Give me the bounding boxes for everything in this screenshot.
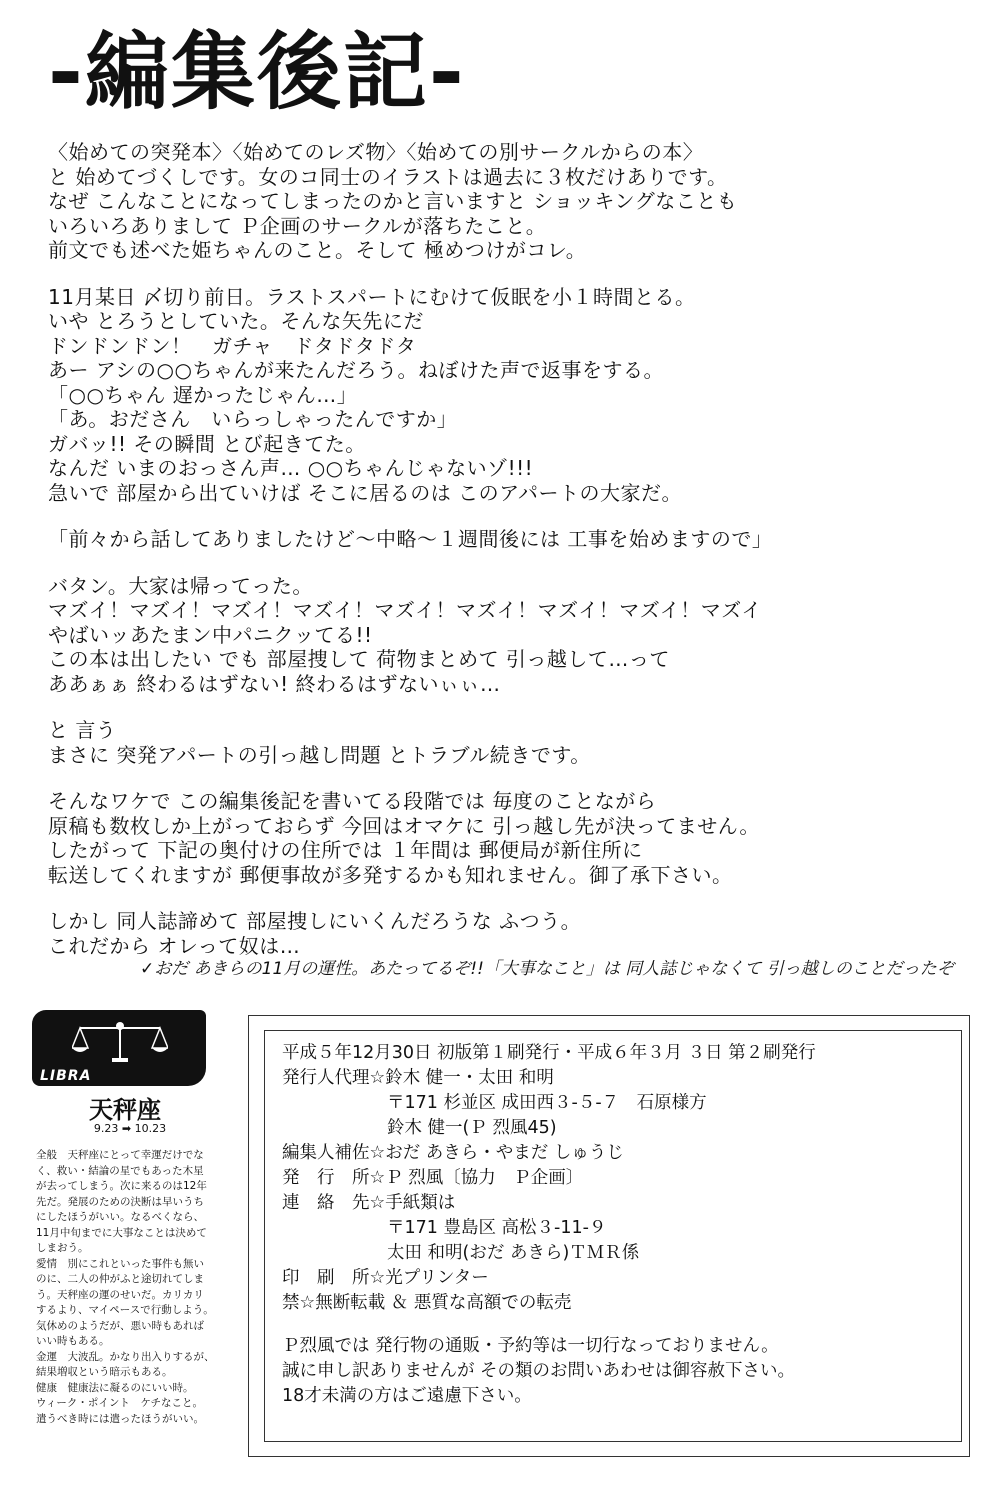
page-title: -編集後記- <box>48 23 466 121</box>
body-line: いろいろありまして Ｐ企画のサークルが落ちたこと。 <box>48 213 547 238</box>
body-line: したがって 下記の奥付けの住所では １年間は 郵便局が新住所に <box>48 838 643 862</box>
handwritten-note: ✓おだ あきらの11月の運性。あたってるぞ!!「大事なこと」は 同人誌じゃなくて 引っ越しのことだったぞ <box>140 959 954 979</box>
colophon-line: 発行人代理☆鈴木 健一・太田 和明 <box>282 1068 554 1088</box>
body-line: 11月某日 〆切り前日。ラストスパートにむけて仮眠を小１時間とる。 <box>48 284 696 309</box>
body-line: 急いで 部屋から出ていけば そこに居るのは このアパートの大家だ。 <box>48 480 682 505</box>
scales-icon <box>72 1018 168 1066</box>
paragraph-gap <box>48 552 958 574</box>
horoscope-line: 遣うべき時には遣ったほうがいい。 <box>36 1412 204 1425</box>
paragraph-gap <box>48 263 958 285</box>
colophon <box>282 1042 962 1410</box>
body-line: 転送してくれますが 郵便事故が多発するかも知れません。御了承下さい。 <box>48 862 733 887</box>
afterword-body <box>48 140 958 958</box>
body-line: なぜ こんなことになってしまったのかと言いますと ショッキングなことも <box>48 189 738 213</box>
colophon-line: 連 絡 先☆手紙類は <box>282 1193 456 1213</box>
horoscope-line: う。天秤座の運のせいだ。カリカリ <box>36 1288 204 1301</box>
colophon-line: 発 行 所☆Ｐ 烈風〔協力 Ｐ企画〕 <box>282 1168 584 1188</box>
body-line: やばいッあたまン中パニクッてる!! <box>48 622 373 647</box>
body-line: まさに 突発アパートの引っ越し問題 とトラブル続きです。 <box>48 742 591 767</box>
paragraph-gap <box>282 1317 962 1335</box>
horoscope-line: のに、二人の仲がふと途切れてしま <box>36 1273 204 1285</box>
horoscope-line: 先だ。発展のための決断は早いうち <box>36 1195 204 1208</box>
horoscope-line: 11月中旬までに大事なことは決めて <box>36 1226 207 1239</box>
paragraph-gap <box>48 696 958 718</box>
horoscope-line: にしたほうがいい。なるべくなら、 <box>36 1211 204 1223</box>
body-line: ああぁぁ 終わるはずない! 終わるはずないぃぃ… <box>48 671 501 696</box>
body-line: 「○○ちゃん 遅かったじゃん…」 <box>48 382 358 407</box>
body-line: 「あ。おださん いらっしゃったんですか」 <box>48 407 458 431</box>
horoscope-text <box>36 1148 216 1427</box>
horoscope-line: ウィーク・ポイント ケチなこと。 <box>36 1397 203 1409</box>
horoscope-line: 金運 大波乱。かなり出入りするが、 <box>36 1350 215 1363</box>
horoscope-line: するより、マイペースで行動しよう。 <box>36 1304 214 1316</box>
colophon-line: 平成５年12月30日 初版第１刷発行・平成６年３月 ３日 第２刷発行 <box>282 1043 816 1063</box>
paragraph-gap <box>48 887 958 909</box>
horoscope-line: いい時もある。 <box>36 1335 110 1347</box>
horoscope-line: 結果増収という暗示もある。 <box>36 1366 173 1378</box>
notice-line: Ｐ烈風では 発行物の通販・予約等は一切行なっておりません。 <box>282 1336 779 1356</box>
colophon-line: 鈴木 健一(Ｐ 烈風45) <box>282 1118 557 1138</box>
body-line: ドンドンドン！ ガチャ ドタドタドタ <box>48 333 417 358</box>
body-line: マズイ！マズイ！マズイ！マズイ！マズイ！マズイ！マズイ！マズイ！マズイ <box>48 598 762 622</box>
notice-line: 18才未満の方はご遠慮下さい。 <box>282 1386 532 1406</box>
body-line: しかし 同人誌諦めて 部屋捜しにいくんだろうな ふつう。 <box>48 909 582 933</box>
libra-badge <box>32 1010 206 1086</box>
colophon-line: 〒171 豊島区 高松３-11-９ <box>282 1218 607 1238</box>
colophon-line: 〒171 杉並区 成田西３-５-７ 石原様方 <box>282 1093 707 1113</box>
horoscope-line: 気休めのようだが、悪い時もあれば <box>36 1319 204 1332</box>
body-line: なんだ いまのおっさん声… ○○ちゃんじゃないゾ!!! <box>48 456 534 480</box>
paragraph-gap <box>48 767 958 789</box>
libra-label: LIBRA <box>40 1068 92 1084</box>
body-line: 「前々から話してありましたけど〜中略〜１週間後には 工事を始めますので」 <box>48 527 773 551</box>
colophon-line: 編集人補佐☆おだ あきら・やまだ しゅうじ <box>282 1143 624 1163</box>
notice-line: 誠に申し訳ありませんが その類のお問いあわせは御容赦下さい。 <box>282 1361 796 1381</box>
colophon-line: 印 刷 所☆光プリンター <box>282 1268 489 1288</box>
horoscope-line: 全般 天秤座にとって幸運だけでな <box>36 1149 204 1161</box>
body-line: そんなワケで この編集後記を書いてる段階では 毎度のことながら <box>48 789 657 813</box>
body-line: この本は出したい でも 部屋捜して 荷物まとめて 引っ越して…って <box>48 647 670 671</box>
colophon-line: 太田 和明(おだ あきら)ＴＭＲ係 <box>282 1243 640 1263</box>
horoscope-line: 健康 健康法に凝るのにいい時。 <box>36 1381 194 1394</box>
body-line: 原稿も数枚しか上がっておらず 今回はオマケに 引っ越し先が決ってません。 <box>48 813 760 838</box>
colophon-line: 禁☆無断転載 ＆ 悪質な高額での転売 <box>282 1293 572 1313</box>
horoscope-line: 愛情 別にこれといった事件も無い <box>36 1257 204 1270</box>
body-line: ガバッ!! その瞬間 とび起きてた。 <box>48 431 366 456</box>
body-line: いや とろうとしていた。そんな矢先にだ <box>48 309 424 333</box>
sign-dates: 9.23 ➡ 10.23 <box>93 1122 167 1135</box>
body-line: バタン。大家は帰ってった。 <box>48 573 313 598</box>
body-line: これだから オレって奴は… <box>48 933 301 958</box>
horoscope-line: く、救い・結論の星でもあった木星 <box>36 1164 204 1177</box>
body-line: と 始めてづくしです。女のコ同士のイラストは過去に３枚だけありです。 <box>48 164 728 189</box>
body-line: 〈始めての突発本〉〈始めてのレズ物〉〈始めての別サークルからの本〉 <box>48 140 704 164</box>
body-line: 前文でも述べた姫ちゃんのこと。そして 極めつけがコレ。 <box>48 238 587 262</box>
body-line: あー アシの○○ちゃんが来たんだろう。ねぼけた声で返事をする。 <box>48 358 664 382</box>
body-line: と 言う <box>48 718 117 742</box>
sign-name: 天秤座 <box>89 1095 161 1124</box>
paragraph-gap <box>48 505 958 527</box>
horoscope-line: が去ってしまう。次に来るのは12年 <box>36 1180 207 1192</box>
horoscope-line: しまおう。 <box>36 1242 89 1254</box>
